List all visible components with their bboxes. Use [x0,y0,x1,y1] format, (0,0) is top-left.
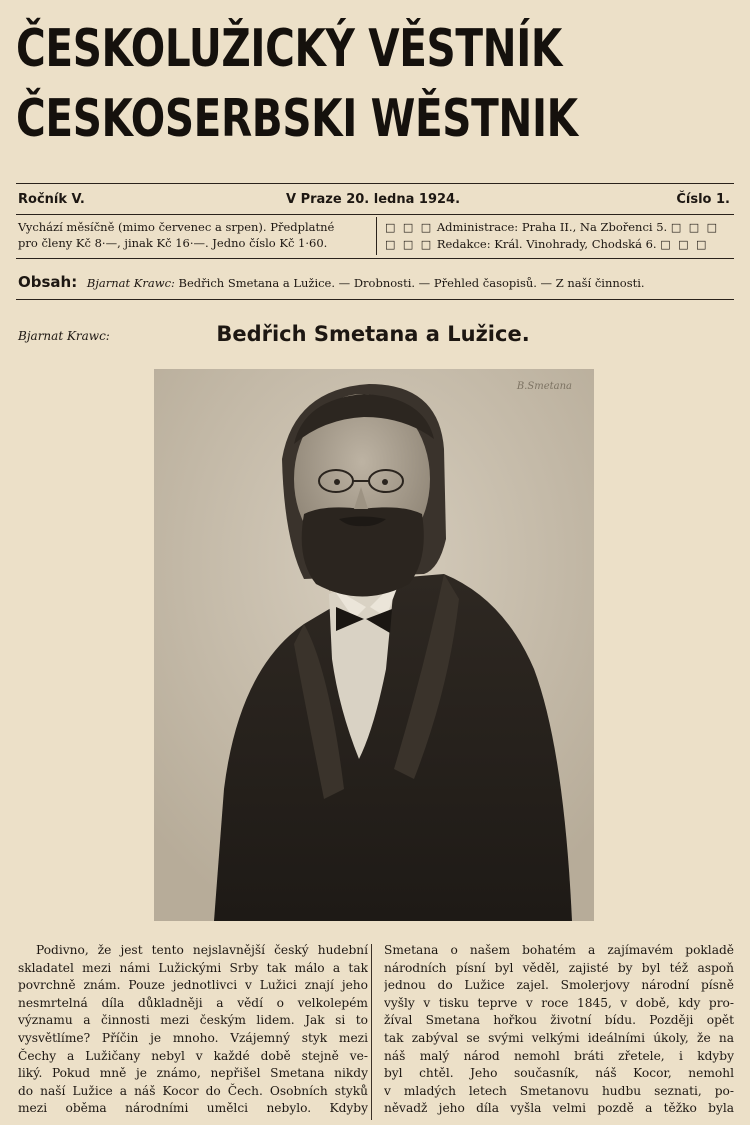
subscription-line-1: Vychází měsíčně (mimo červenec a srpen). Předplatné [18,220,335,234]
text-line: v mladých letech Smetanovu hudbu seznati, po- [384,1083,734,1098]
smetana-portrait [154,369,594,921]
masthead-czech-title: ČESKOLUŽICKÝ VĚSTNÍK [16,19,562,79]
article-column-right [384,942,734,1118]
top-rule [16,183,734,184]
text-line: mezi oběma národními umělci nebylo. Kdyby [18,1101,368,1116]
masthead [16,14,578,154]
ornament-squares: □ □ □ [385,221,434,234]
issue-number: Číslo 1. [676,192,730,207]
text-line: tak zabýval se svými velkými ideálními úkoly, že na [384,1030,734,1045]
text-line: skladatel mezi námi Lužickými Srby tak málo a tak [18,960,368,975]
contents-author: Bjarnat Krawc: [86,276,175,290]
column-divider [371,944,372,1120]
administration-address: Administrace: Praha II., Na Zbořenci 5. [436,220,668,234]
info-rule-top [16,214,734,215]
text-line: významu a činnosti mezi českým lidem. Jak si to [18,1013,368,1028]
text-line: Čechy a Lužičany nebyl v každé době stejně ve- [18,1048,368,1063]
portrait-signature: B.Smetana [516,381,572,392]
text-line: vyšly v tisku teprve v roce 1845, v době, kdy pro- [384,995,734,1010]
article-title-wrap [0,322,750,346]
subscription-info [18,219,368,251]
address-info [385,219,733,253]
volume-label: Ročník V. [18,192,85,207]
contents-label: Obsah: [18,273,78,291]
article-title: Bedřich Smetana a Lužice. [216,322,530,346]
issue-info-row [18,192,732,210]
info-rule-bottom [16,258,734,259]
text-line: Podivno, že jest tento nejslavnější český hudební [36,943,368,957]
contents-items: Bedřich Smetana a Lužice. — Drobnosti. — Přehled časopisů. — Z naší činnosti. [178,276,645,290]
subscription-line-2: pro členy Kč 8·—, jinak Kč 16·—. Jedno číslo Kč 1·60. [18,236,328,250]
editorial-address: Redakce: Král. Vinohrady, Chodská 6. [436,237,657,251]
text-line: Smetana o našem bohatém a zajímavém pokladě [384,943,734,957]
ornament-squares: □ □ □ [385,238,434,251]
text-line: povrchně znám. Pouze jednotlivci v Lužici znají jeho [18,978,368,993]
contents-rule [16,299,734,300]
issue-date: V Praze 20. ledna 1924. [286,192,461,207]
text-line: byl chtěl. Jeho současník, náš Kocor, nemohl [384,1066,734,1081]
text-line: jednou do Lužice zajel. Smolerjovy národní písně [384,978,734,993]
text-line: žíval Smetana hořkou životní bídu. Později opět [384,1013,734,1028]
text-line: národních písní byl věděl, zajisté by byl též aspoň [384,960,734,975]
portrait-illustration [154,369,594,921]
info-divider [376,217,377,255]
ornament-squares: □ □ □ [670,221,720,234]
text-line: nesmrtelná díla důkladněji a vědí o velkolepém [18,995,368,1010]
text-line: liký. Pokud mně je známo, nepřišel Smetana nikdy [18,1066,368,1081]
ornament-squares: □ □ □ [660,238,709,251]
article-column-left [18,942,368,1118]
text-line: vysvětlíme? Příčin je mnoho. Vzájemný styk mezi [18,1030,368,1045]
text-line: náš malý národ nemohl bráti zřetele, i kdyby [384,1048,734,1063]
text-line: do naší Lužice a náš Kocor do Čech. Osobních styků [18,1083,368,1098]
masthead-sorbian-title: ČESKOSERBSKI WĚSTNIK [16,89,578,149]
table-of-contents [18,273,645,291]
article-byline: Bjarnat Krawc: [18,329,110,343]
text-line: něvadž jeho díla vyšla velmi pozdě a těžko byla [384,1101,734,1116]
